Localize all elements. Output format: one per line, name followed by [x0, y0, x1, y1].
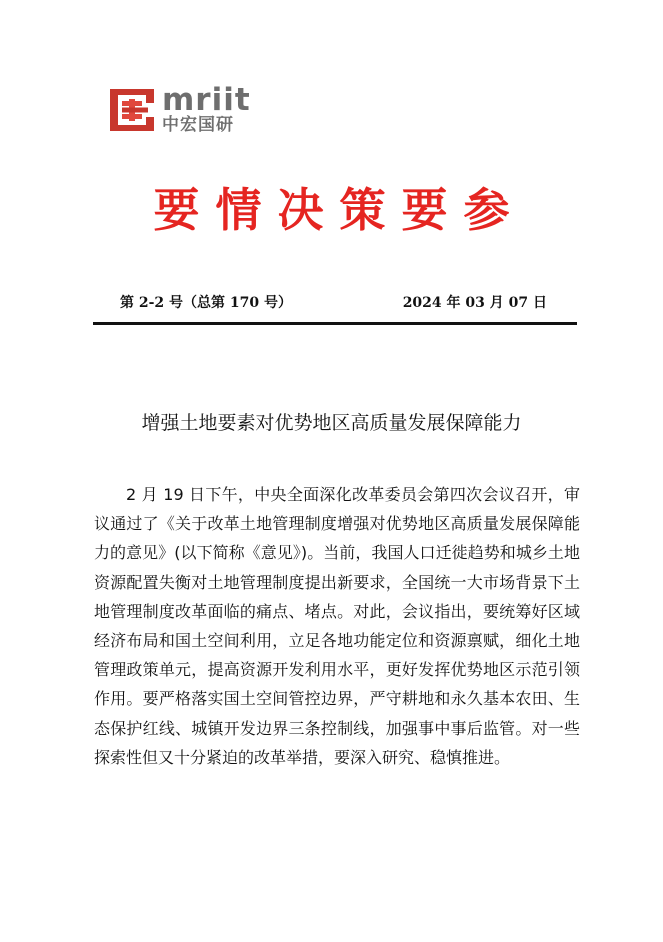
header-rule	[93, 322, 577, 325]
masthead-title: 要情决策要参	[153, 183, 526, 237]
logo-brand-cn: 中宏国研	[162, 115, 234, 135]
logo	[108, 84, 251, 136]
issue-number: 第 2-2 号（总第 170 号）	[120, 295, 293, 311]
logo-brand-en: mriit	[162, 82, 251, 118]
article-body	[94, 480, 580, 772]
article-paragraph: 2 月 19 日下午，中央全面深化改革委员会第四次会议召开，审议通过了《关于改革土地管理制度增强对优势地区高质量发展保障能力的意见》(以下简称《意见》)。当前，我国人口迁徙趋势和城乡土地资源配置失衡对土地管理制度提出新要求，全国统一大市场背景下土地管理制度改革面临的痛点、堵点。对此，会议指出，要统筹好区域经济布局和国土空间利用，立足各地功能定位和资源禀赋，细化土地管理政策单元，提高资源开发利用水平，更好发挥优势地区示范引领作用。要严格落实国土空间管控边界，严守耕地和永久基本农田、生态保护红线、城镇开发边界三条控制线，加强事中事后监管。对一些探索性但又十分紧迫的改革举措，要深入研究、稳慎推进。	[94, 485, 580, 767]
issue-date: 2024 年 03 月 07 日	[402, 295, 547, 311]
mriit-logo-icon	[108, 85, 156, 135]
article-headline: 增强土地要素对优势地区高质量发展保障能力	[141, 412, 522, 434]
